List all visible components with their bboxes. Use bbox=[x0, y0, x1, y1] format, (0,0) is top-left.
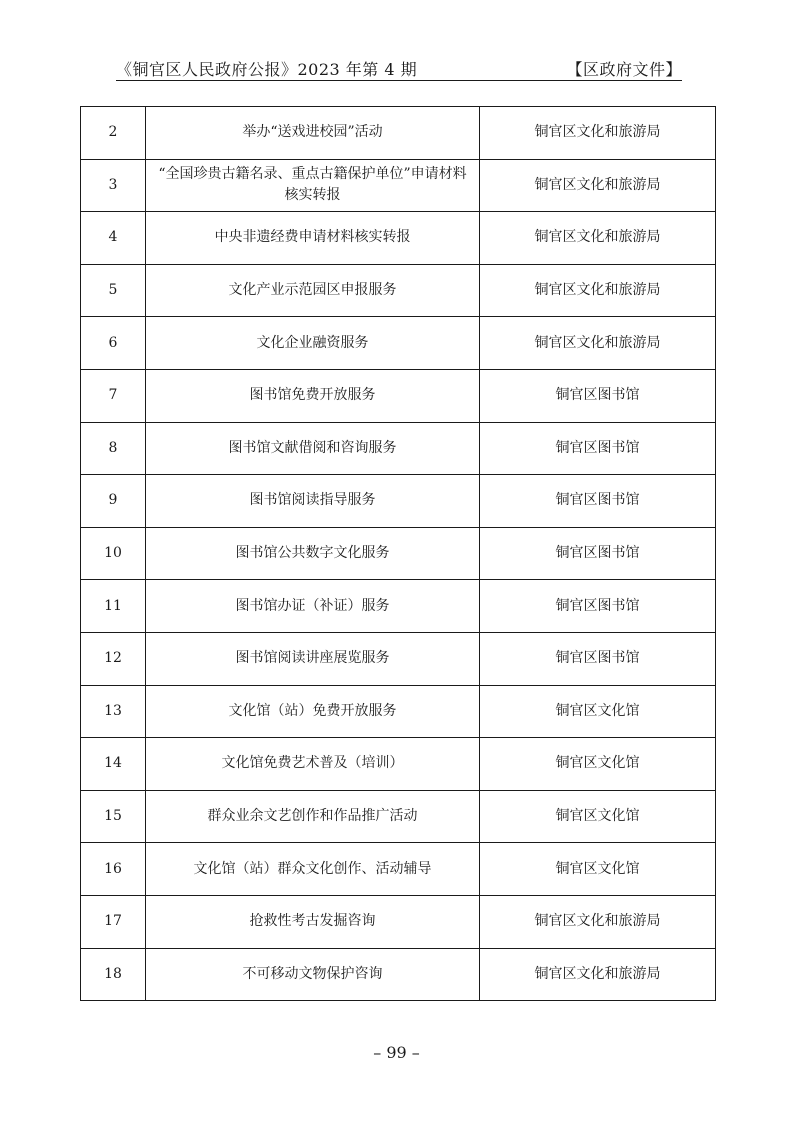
service-item-cell: 文化馆（站）群众文化创作、活动辅导 bbox=[146, 843, 480, 896]
service-item-cell: 群众业余文艺创作和作品推广活动 bbox=[146, 790, 480, 843]
row-number-cell: 18 bbox=[81, 948, 146, 1001]
service-item-cell: 文化产业示范园区申报服务 bbox=[146, 264, 480, 317]
service-item-cell: 举办“送戏进校园”活动 bbox=[146, 107, 480, 160]
service-item-cell: 文化企业融资服务 bbox=[146, 317, 480, 370]
table-row bbox=[81, 685, 716, 738]
row-number-cell: 10 bbox=[81, 527, 146, 580]
department-cell: 铜官区文化馆 bbox=[480, 685, 716, 738]
department-cell: 铜官区文化馆 bbox=[480, 790, 716, 843]
service-item-cell: 图书馆公共数字文化服务 bbox=[146, 527, 480, 580]
service-item-cell: 中央非遗经费申请材料核实转报 bbox=[146, 212, 480, 265]
department-cell: 铜官区文化和旅游局 bbox=[480, 107, 716, 160]
table-row bbox=[81, 843, 716, 896]
service-item-cell: 不可移动文物保护咨询 bbox=[146, 948, 480, 1001]
table-row bbox=[81, 159, 716, 212]
row-number-cell: 11 bbox=[81, 580, 146, 633]
row-number-cell: 16 bbox=[81, 843, 146, 896]
row-number-cell: 3 bbox=[81, 159, 146, 212]
row-number-cell: 17 bbox=[81, 895, 146, 948]
service-item-cell: 图书馆文献借阅和咨询服务 bbox=[146, 422, 480, 475]
table-row bbox=[81, 107, 716, 160]
header-divider bbox=[116, 80, 682, 81]
service-item-cell: 图书馆阅读讲座展览服务 bbox=[146, 632, 480, 685]
row-number-cell: 13 bbox=[81, 685, 146, 738]
page-number: – 99 – bbox=[373, 1043, 420, 1062]
row-number-cell: 14 bbox=[81, 738, 146, 791]
row-number-cell: 2 bbox=[81, 107, 146, 160]
department-cell: 铜官区图书馆 bbox=[480, 527, 716, 580]
table-row bbox=[81, 738, 716, 791]
row-number-cell: 4 bbox=[81, 212, 146, 265]
row-number-cell: 8 bbox=[81, 422, 146, 475]
row-number-cell: 7 bbox=[81, 369, 146, 422]
row-number-cell: 9 bbox=[81, 475, 146, 528]
table-row bbox=[81, 369, 716, 422]
table-row bbox=[81, 895, 716, 948]
department-cell: 铜官区文化馆 bbox=[480, 738, 716, 791]
row-number-cell: 15 bbox=[81, 790, 146, 843]
department-cell: 铜官区图书馆 bbox=[480, 632, 716, 685]
table-row bbox=[81, 790, 716, 843]
department-cell: 铜官区文化和旅游局 bbox=[480, 212, 716, 265]
department-cell: 铜官区图书馆 bbox=[480, 369, 716, 422]
department-cell: 铜官区图书馆 bbox=[480, 475, 716, 528]
header-gazette-title: 《铜官区人民政府公报》2023 年第 4 期 bbox=[116, 59, 418, 79]
service-item-cell: 文化馆免费艺术普及（培训） bbox=[146, 738, 480, 791]
service-item-cell: 图书馆阅读指导服务 bbox=[146, 475, 480, 528]
table-row bbox=[81, 475, 716, 528]
table-row bbox=[81, 264, 716, 317]
service-list-table bbox=[80, 106, 716, 1001]
service-item-cell: 文化馆（站）免费开放服务 bbox=[146, 685, 480, 738]
department-cell: 铜官区文化和旅游局 bbox=[480, 159, 716, 212]
row-number-cell: 12 bbox=[81, 632, 146, 685]
table-row bbox=[81, 527, 716, 580]
header-section-label: 【区政府文件】 bbox=[566, 59, 682, 79]
table-row bbox=[81, 212, 716, 265]
department-cell: 铜官区文化馆 bbox=[480, 843, 716, 896]
table-body bbox=[81, 107, 716, 1001]
table-row bbox=[81, 422, 716, 475]
department-cell: 铜官区图书馆 bbox=[480, 580, 716, 633]
table-row bbox=[81, 317, 716, 370]
row-number-cell: 6 bbox=[81, 317, 146, 370]
page-header bbox=[116, 56, 682, 80]
department-cell: 铜官区文化和旅游局 bbox=[480, 317, 716, 370]
department-cell: 铜官区文化和旅游局 bbox=[480, 264, 716, 317]
table-row bbox=[81, 580, 716, 633]
department-cell: 铜官区文化和旅游局 bbox=[480, 948, 716, 1001]
service-item-cell: 图书馆免费开放服务 bbox=[146, 369, 480, 422]
service-item-cell: “全国珍贵古籍名录、重点古籍保护单位”申请材料核实转报 bbox=[146, 159, 480, 212]
department-cell: 铜官区图书馆 bbox=[480, 422, 716, 475]
table-row bbox=[81, 948, 716, 1001]
table-row bbox=[81, 632, 716, 685]
service-item-cell: 图书馆办证（补证）服务 bbox=[146, 580, 480, 633]
row-number-cell: 5 bbox=[81, 264, 146, 317]
service-item-cell: 抢救性考古发掘咨询 bbox=[146, 895, 480, 948]
department-cell: 铜官区文化和旅游局 bbox=[480, 895, 716, 948]
